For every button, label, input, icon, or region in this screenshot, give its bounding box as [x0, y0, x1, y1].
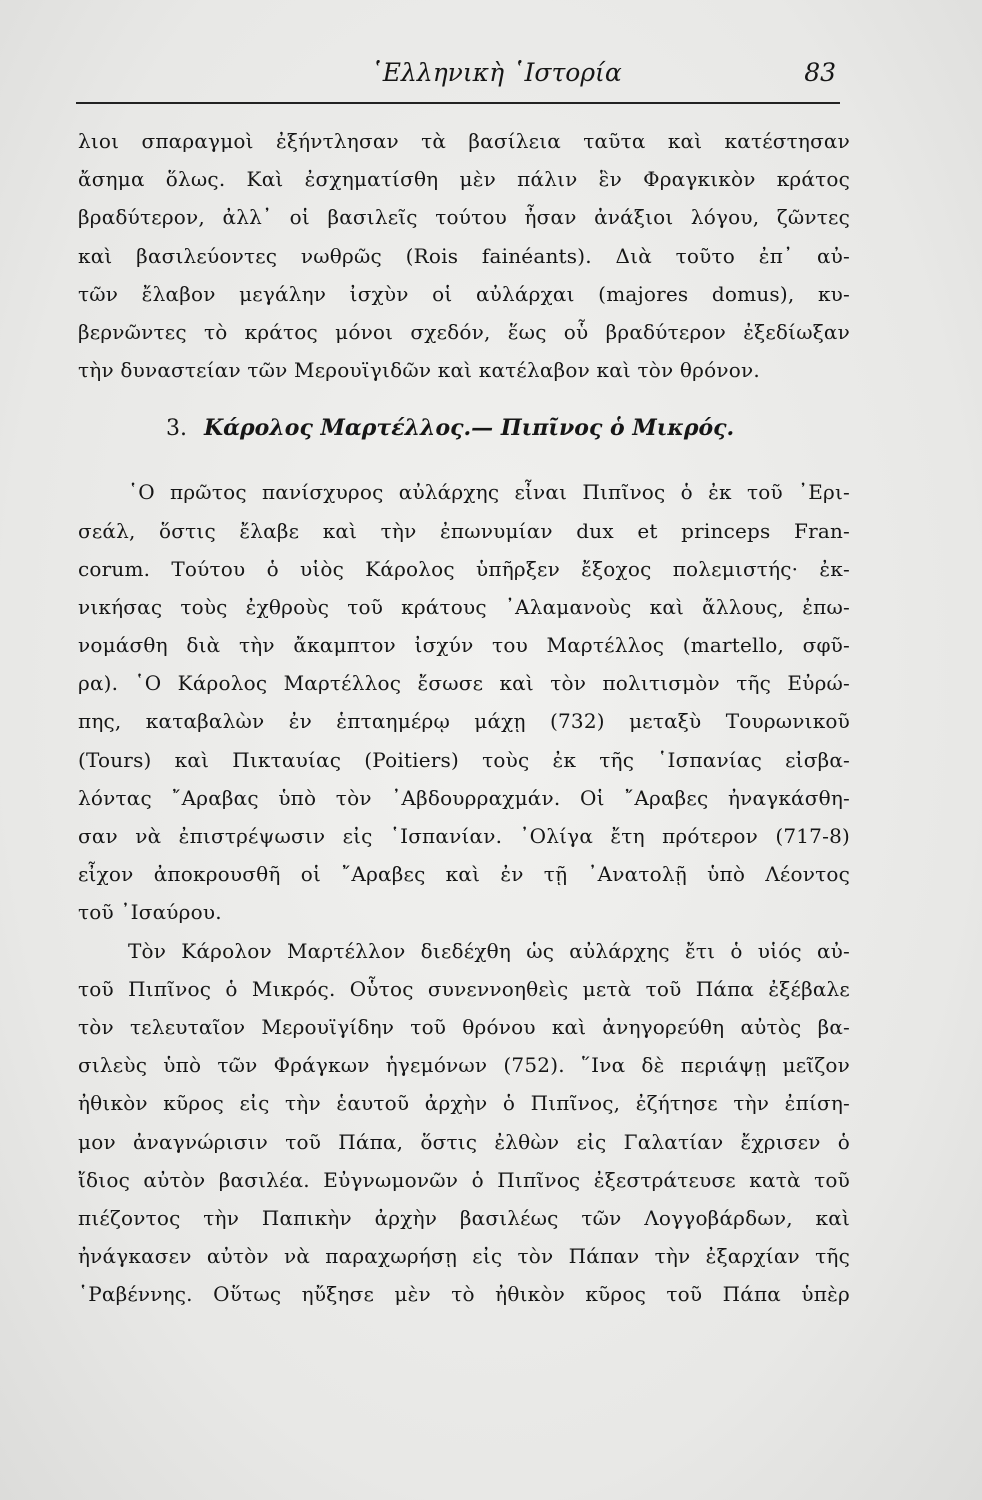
paragraph-2	[78, 473, 850, 931]
text-line: νομάσθη διὰ τὴν ἄκαμπτον ἰσχύν του Μαρτέλλος (martello, σφῦ-	[78, 633, 850, 658]
text-line: ἠθικὸν κῦρος εἰς τὴν ἑαυτοῦ ἀρχὴν ὁ Πιπῖνος, ἐζήτησε τὴν ἐπίση-	[78, 1091, 850, 1116]
section-heading	[78, 411, 850, 445]
text-line: (Tours) καὶ Πικταυίας (Poitiers) τοὺς ἐκ τῆς ῾Ισπανίας εἰσβα-	[78, 747, 850, 772]
running-title: ῾Ελληνικὴ ῾Ιστορία	[370, 58, 622, 87]
text-line: Τὸν Κάρολον Μαρτέλλον διεδέχθη ὡς αὐλάρχης ἔτι ὁ υἱός αὐ-	[128, 938, 850, 963]
text-line: τὸν τελευταῖον Μερουϊγίδην τοῦ θρόνου καὶ ἀνηγορεύθη αὐτὸς βα-	[78, 1014, 850, 1039]
text-line: ἠνάγκασεν αὐτὸν νὰ παραχωρήσῃ εἰς τὸν Πάπαν τὴν ἐξαρχίαν τῆς	[78, 1244, 850, 1269]
text-line: πιέζοντος τὴν Παπικὴν ἀρχὴν βασιλέως τῶν Λογγοβάρδων, καὶ	[78, 1205, 850, 1230]
text-line: λόντας ῎Αραβας ὑπὸ τὸν ᾽Αβδουρραχμάν. Οἱ ῎Αραβες ἠναγκάσθη-	[78, 785, 850, 810]
text-line: τοῦ ᾽Ισαύρου.	[78, 900, 222, 925]
text-line: βερνῶντες τὸ κράτος μόνοι σχεδόν, ἕως οὗ βραδύτερον ἐξεδίωξαν	[78, 319, 850, 344]
text-line: νικήσας τοὺς ἐχθροὺς τοῦ κράτους ᾽Αλαμανοὺς καὶ ἄλλους, ἐπω-	[78, 594, 850, 619]
text-line: ῾Ραβέννης. Οὕτως ηὔξησε μὲν τὸ ἠθικὸν κῦρος τοῦ Πάπα ὑπὲρ	[78, 1282, 850, 1307]
text-line: τοῦ Πιπῖνος ὁ Μικρός. Οὗτος συνεννοηθεὶς μετὰ τοῦ Πάπα ἐξέβαλε	[78, 976, 850, 1001]
text-line: σαν νὰ ἐπιστρέψωσιν εἰς ῾Ισπανίαν. ᾽Ολίγα ἔτη πρότερον (717-8)	[78, 824, 850, 848]
section-number: 3.	[166, 416, 187, 442]
header-rule	[76, 102, 840, 104]
text-line: corum. Τούτου ὁ υἱὸς Κάρολος ὑπῆρξεν ἔξοχος πολεμιστής· ἐκ-	[78, 556, 850, 581]
text-line: ἄσημα ὅλως. Καὶ ἐσχηματίσθη μὲν πάλιν ἓν Φραγκικὸν κράτος	[78, 167, 850, 192]
paragraph-1	[78, 122, 850, 389]
page-header	[76, 58, 836, 98]
text-line: ῾Ο πρῶτος πανίσχυρος αὐλάρχης εἶναι Πιπῖνος ὁ ἐκ τοῦ ᾽Ερι-	[128, 480, 850, 505]
section-title: Κάρολος Μαρτέλλος.— Πιπῖνος ὁ Μικρός.	[204, 415, 735, 442]
text-line: εἶχον ἀποκρουσθῆ οἱ ῎Αραβες καὶ ἐν τῇ ᾽Ανατολῇ ὑπὸ Λέοντος	[78, 862, 850, 887]
text-line: σιλεὺς ὑπὸ τῶν Φράγκων ἡγεμόνων (752). ῞Ινα δὲ περιάψῃ μεῖζον	[78, 1053, 850, 1078]
text-line: τῶν ἔλαβον μεγάλην ἰσχὺν οἱ αὐλάρχαι (majores domus), κυ-	[78, 281, 850, 306]
body-text	[78, 122, 850, 1313]
text-line: καὶ βασιλεύοντες νωθρῶς (Rois fainéants). Διὰ τοῦτο ἐπ᾽ αὐ-	[78, 243, 850, 268]
text-line: πης, καταβαλὼν ἐν ἑπταημέρῳ μάχῃ (732) μεταξὺ Τουρωνικοῦ	[78, 709, 850, 734]
paragraph-3	[78, 932, 850, 1314]
text-line: τὴν δυναστείαν τῶν Μερουϊγιδῶν καὶ κατέλαβον καὶ τὸν θρόνον.	[78, 358, 760, 383]
text-line: σεάλ, ὅστις ἔλαβε καὶ τὴν ἐπωνυμίαν dux et princeps Fran-	[78, 518, 850, 543]
text-line: ἴδιος αὐτὸν βασιλέα. Εὐγνωμονῶν ὁ Πιπῖνος ἐξεστράτευσε κατὰ τοῦ	[78, 1167, 850, 1192]
page-number: 83	[804, 58, 836, 87]
text-line: μον ἀναγνώρισιν τοῦ Πάπα, ὅστις ἐλθὼν εἰς Γαλατίαν ἔχρισεν ὁ	[78, 1129, 850, 1154]
text-line: λιοι σπαραγμοὶ ἐξήντλησαν τὰ βασίλεια ταῦτα καὶ κατέστησαν	[78, 129, 850, 153]
text-line: βραδύτερον, ἀλλ᾽ οἱ βασιλεῖς τούτου ἦσαν ἀνάξιοι λόγου, ζῶντες	[78, 205, 850, 230]
text-line: ρα). ῾Ο Κάρολος Μαρτέλλος ἔσωσε καὶ τὸν πολιτισμὸν τῆς Εὐρώ-	[78, 671, 850, 696]
